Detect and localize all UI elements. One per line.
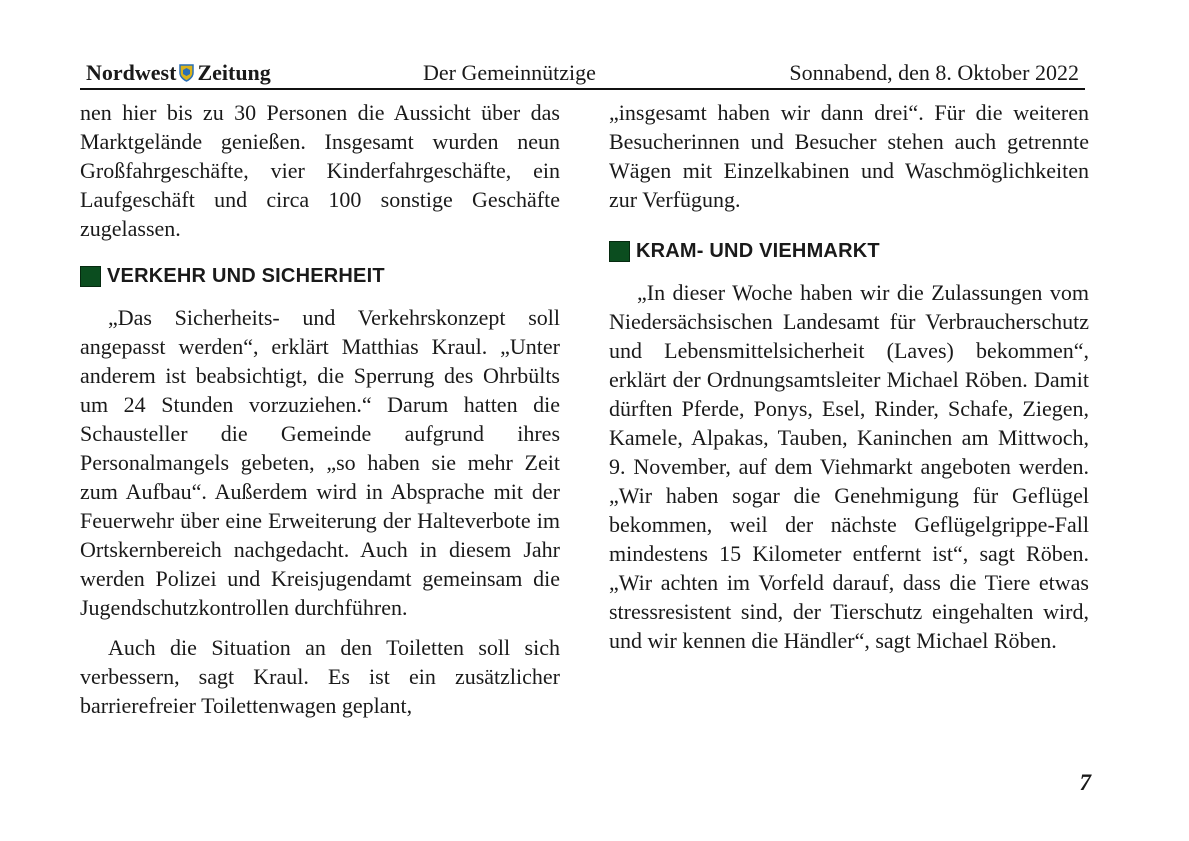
paragraph: „Das Sicherheits- und Verkehrskonzept soll angepasst werden“, erklärt Matthias Kraul. „Unter anderem ist beabsichtigt, die Sperrung des Ohrbülts um 24 Stunden vorzuziehen.“ Darum hatten die Schausteller die Gemeinde aufgrund ihres Personalmangels gebeten, „so haben sie mehr Zeit zum Aufbau“. Außerdem wird in Absprache mit der Feuerwehr über eine Erweiterung der Halteverbote im Ortskernbereich nachgedacht. Auch in diesem Jahr werden Polizei und Kreisjugendamt gemeinsam die Jugendschutzkontrollen durchführen. <box>80 305 560 620</box>
paragraph: „In dieser Woche haben wir die Zulassungen vom Niedersächsischen Landesamt für Verbraucherschutz und Lebensmittelsicherheit (Laves) bekommen“, erklärt der Ordnungsamtsleiter Michael Röben. Damit dürften Pferde, Ponys, Esel, Rinder, Schafe, Ziegen, Kamele, Alpakas, Tauben, Kaninchen am Mittwoch, 9. November, auf dem Viehmarkt angeboten werden. „Wir haben sogar die Genehmigung für Geflügel bekommen, weil der nächste Geflügelgrippe-Fall mindestens 15 Kilometer entfernt ist“, sagt Röben. „Wir achten im Vorfeld darauf, dass die Tiere etwas stressresistent sind, der Tierschutz eingehalten wird, und wir kennen die Händler“, sagt Michael Röben. <box>609 280 1089 653</box>
section-marker-icon <box>609 241 630 262</box>
article-column-right <box>609 98 1089 666</box>
article-column-left <box>80 98 560 731</box>
page-number: 7 <box>1079 770 1091 795</box>
section-heading-text: VERKEHR UND SICHERHEIT <box>107 264 385 287</box>
page-header <box>80 58 1085 90</box>
crest-icon <box>179 62 194 80</box>
section-heading <box>80 263 560 289</box>
brand-name-right: Zeitung <box>197 60 271 85</box>
paragraph: Auch die Situation an den Toiletten soll sich verbessern, sagt Kraul. Es ist ein zusätzlicher barrierefreier Toilettenwagen geplant, <box>80 635 560 718</box>
issue-date: Sonnabend, den 8. Oktober 2022 <box>789 60 1079 85</box>
section-heading <box>609 238 1089 264</box>
brand-name-left: Nordwest <box>86 60 177 85</box>
section-marker-icon <box>80 266 101 287</box>
newspaper-brand <box>86 60 271 86</box>
newspaper-subtitle: Der Gemeinnützige <box>423 60 596 85</box>
paragraph: nen hier bis zu 30 Personen die Aussicht über das Marktgelände genießen. Insgesamt wurden neun Großfahrgeschäfte, vier Kinderfahrgeschäfte, ein Laufgeschäft und circa 100 sonstige Geschäfte zugelassen. <box>80 100 560 241</box>
section-heading-text: KRAM- UND VIEHMARKT <box>636 239 880 262</box>
paragraph: „insgesamt haben wir dann drei“. Für die weiteren Besucherinnen und Besucher stehen auch getrennte Wägen mit Einzelkabinen und Waschmöglichkeiten zur Verfügung. <box>609 100 1089 212</box>
